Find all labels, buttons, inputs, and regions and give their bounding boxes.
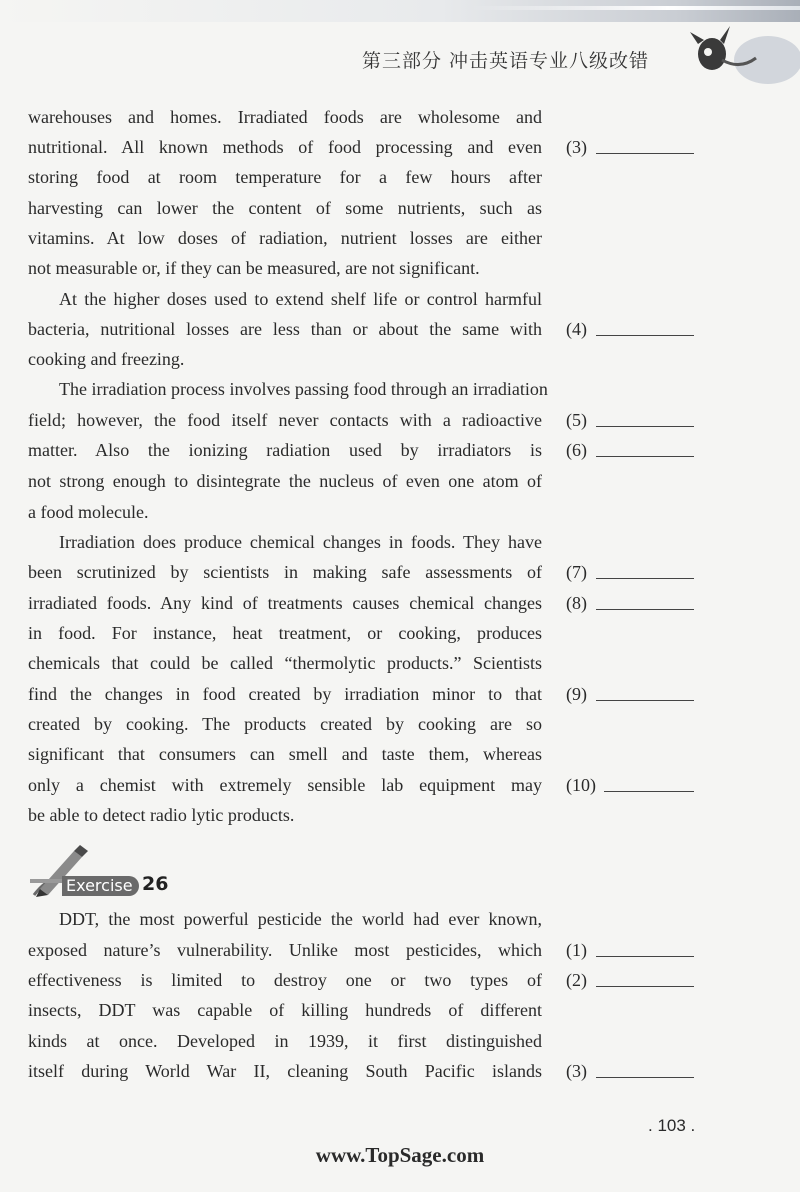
answer-blank[interactable] <box>566 588 698 618</box>
text-line: not measurable or, if they can be measured, are not significant. <box>28 258 480 278</box>
text-line: irradiated foods. Any kind of treatments causes chemical changes <box>28 593 542 613</box>
text-line: find the changes in food created by irradiation minor to that <box>28 684 542 704</box>
text-line: nutritional. All known methods of food processing and even <box>28 137 542 157</box>
text-line: vitamins. At low doses of radiation, nutrient losses are either <box>28 228 542 248</box>
answer-blank[interactable] <box>566 770 698 800</box>
text-line: in food. For instance, heat treatment, or cooking, produces <box>28 623 542 643</box>
text-line: significant that consumers can smell and taste them, whereas <box>28 744 542 764</box>
blank-number: (2) <box>566 970 587 990</box>
cartoon-mascot-icon <box>660 14 800 92</box>
blank-number: (8) <box>566 593 587 613</box>
answer-blank[interactable] <box>566 314 698 344</box>
blank-line <box>596 609 694 610</box>
blank-number: (10) <box>566 775 596 795</box>
blank-number: (3) <box>566 1061 587 1081</box>
text-line: field; however, the food itself never contacts with a radioactive <box>28 410 542 430</box>
text-line: cooking and freezing. <box>28 349 185 369</box>
answer-blank[interactable] <box>566 679 698 709</box>
blank-number: (3) <box>566 137 587 157</box>
blank-number: (7) <box>566 562 587 582</box>
text-line: The irradiation process involves passing food through an irradiation <box>59 379 548 399</box>
answer-blank[interactable] <box>566 965 698 995</box>
blank-line <box>604 791 694 792</box>
text-line: itself during World War II, cleaning South Pacific islands <box>28 1061 542 1081</box>
header-stripe <box>470 6 800 10</box>
text-line: Irradiation does produce chemical changes in foods. They have <box>59 532 542 552</box>
text-line: a food molecule. <box>28 502 149 522</box>
chapter-header-title: 第三部分 冲击英语专业八级改错 <box>362 50 650 72</box>
blank-line <box>596 578 694 579</box>
blank-number: (4) <box>566 319 587 339</box>
text-line: bacteria, nutritional losses are less than or about the same with <box>28 319 542 339</box>
text-line: kinds at once. Developed in 1939, it first distinguished <box>28 1031 542 1051</box>
blank-number: (5) <box>566 410 587 430</box>
answer-blank[interactable] <box>566 435 698 465</box>
text-line: At the higher doses used to extend shelf life or control harmful <box>59 289 542 309</box>
answer-blank[interactable] <box>566 935 698 965</box>
text-line: exposed nature’s vulnerability. Unlike most pesticides, which <box>28 940 542 960</box>
website-watermark[interactable]: www.TopSage.com <box>315 1143 485 1167</box>
text-line: effectiveness is limited to destroy one or two types of <box>28 970 542 990</box>
blank-number: (1) <box>566 940 587 960</box>
text-line: not strong enough to disintegrate the nucleus of even one atom of <box>28 471 542 491</box>
blank-number: (9) <box>566 684 587 704</box>
blank-line <box>596 1077 694 1078</box>
answer-blank[interactable] <box>566 132 698 162</box>
text-line: insects, DDT was capable of killing hundreds of different <box>28 1000 542 1020</box>
blank-line <box>596 956 694 957</box>
blank-line <box>596 456 694 457</box>
blank-line <box>596 986 694 987</box>
blank-number: (6) <box>566 440 587 460</box>
blank-line <box>596 426 694 427</box>
text-line: created by cooking. The products created by cooking are so <box>28 714 542 734</box>
blank-line <box>596 153 694 154</box>
text-line: warehouses and homes. Irradiated foods are wholesome and <box>28 107 542 127</box>
text-line: harvesting can lower the content of some nutrients, such as <box>28 198 542 218</box>
text-line: be able to detect radio lytic products. <box>28 805 295 825</box>
text-line: DDT, the most powerful pesticide the world had ever known, <box>59 909 542 929</box>
text-line: only a chemist with extremely sensible lab equipment may <box>28 775 542 795</box>
text-line: been scrutinized by scientists in making safe assessments of <box>28 562 542 582</box>
text-line: matter. Also the ionizing radiation used by irradiators is <box>28 440 542 460</box>
text-line: chemicals that could be called “thermolytic products.” Scientists <box>28 653 542 673</box>
answer-blank[interactable] <box>566 405 698 435</box>
exercise-number: 26 <box>142 873 169 895</box>
page-number: . 103 . <box>648 1116 696 1135</box>
blank-line <box>596 335 694 336</box>
answer-blank[interactable] <box>566 557 698 587</box>
exercise-label: Exercise <box>62 876 139 896</box>
answer-blank[interactable] <box>566 1056 698 1086</box>
blank-line <box>596 700 694 701</box>
text-line: storing food at room temperature for a few hours after <box>28 167 542 187</box>
